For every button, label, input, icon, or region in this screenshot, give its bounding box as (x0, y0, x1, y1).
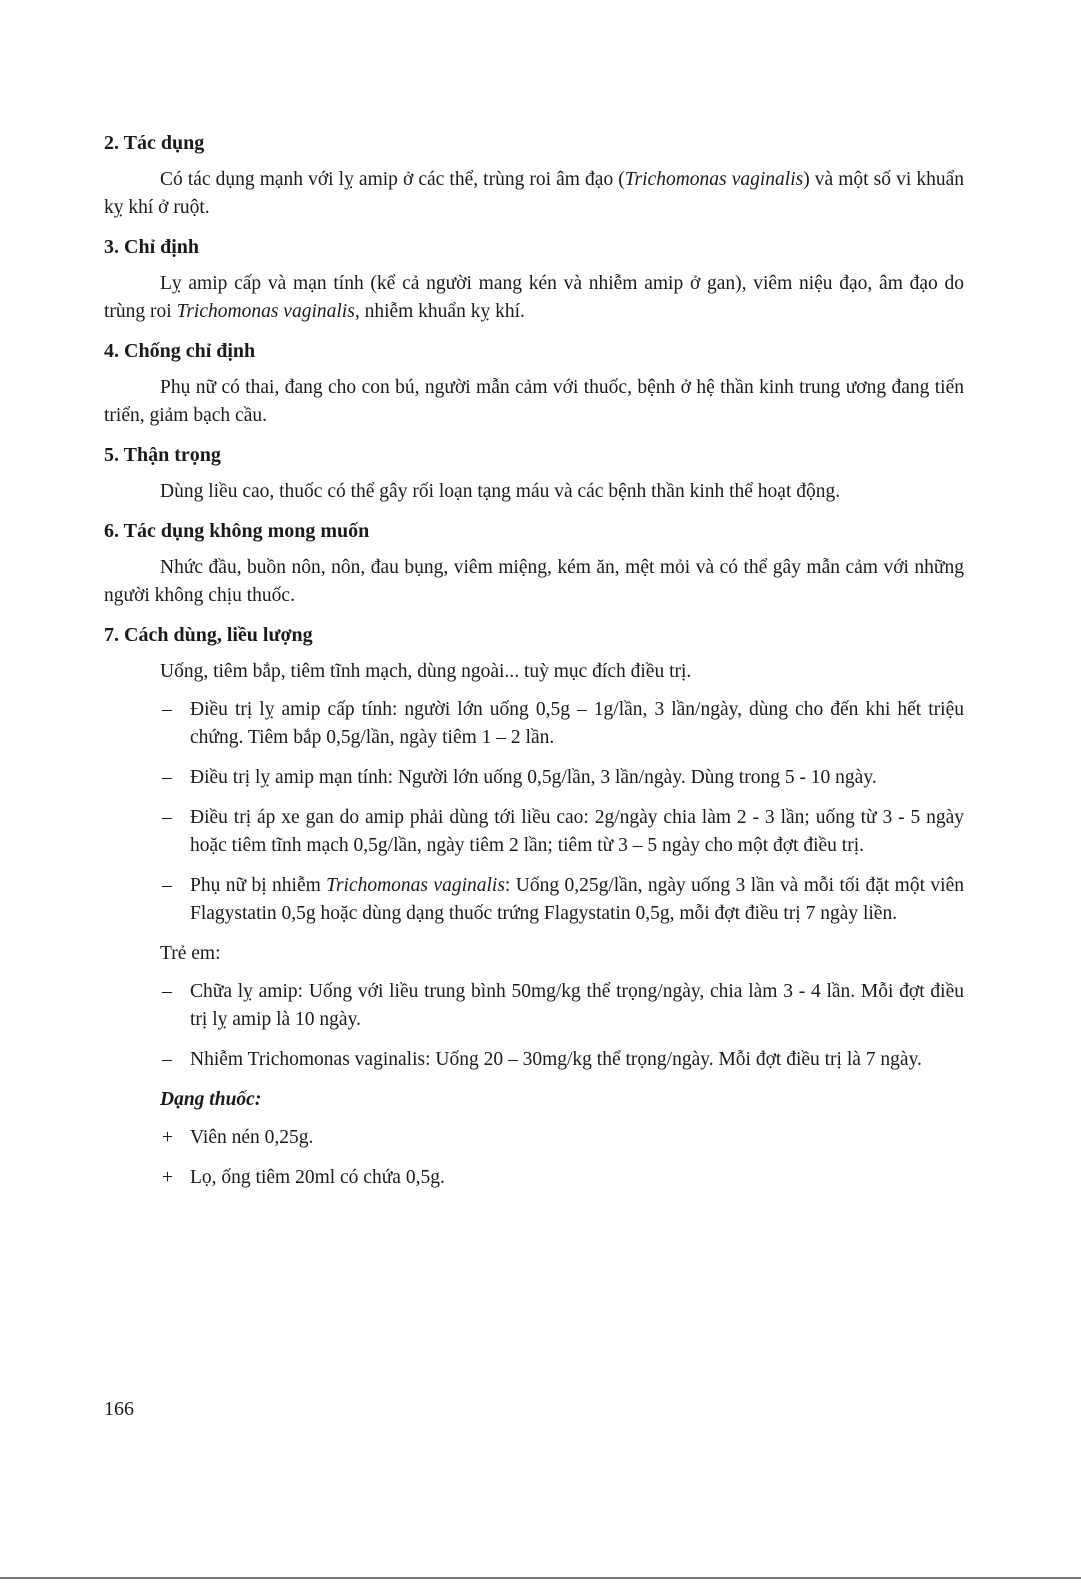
list-item (104, 764, 964, 792)
paragraph-than-trong: Dùng liều cao, thuốc có thể gây rối loạn tạng máu và các bệnh thần kinh thể hoạt động. (160, 481, 841, 502)
text-run: Có tác dụng mạnh với lỵ amip ở các thể, trùng roi âm đạo ( (160, 169, 625, 190)
document-page (104, 128, 964, 1204)
list-item (104, 804, 964, 860)
list-item-text: Điều trị lỵ amip mạn tính: Người lớn uống 0,5g/lần, 3 lần/ngày. Dùng trong 5 - 10 ngày. (190, 767, 877, 788)
dosage-forms-heading: Dạng thuốc: (160, 1089, 262, 1110)
paragraph-chi-dinh (104, 270, 964, 326)
plus-marker: + (162, 1167, 173, 1188)
bottom-edge-rule (0, 1577, 1081, 1579)
children-label: Trẻ em: (160, 943, 221, 964)
italic-term: Trichomonas vaginalis (624, 169, 804, 190)
list-item (104, 696, 964, 752)
list-item-text: Điều trị áp xe gan do amip phải dùng tới liều cao: 2g/ngày chia làm 2 - 3 lần; uống từ 3 - 5 ngày hoặc tiêm tĩnh mạch 0,5g/lần, ngày tiêm 2 lần; tiêm từ 3 – 5 ngày cho một đợt điều trị. (190, 807, 964, 856)
section-heading-chi-dinh: 3. Chỉ định (104, 236, 200, 258)
list-item-text: Điều trị lỵ amip cấp tính: người lớn uống 0,5g – 1g/lần, 3 lần/ngày, dùng cho đến khi hết triệu chứng. Tiêm bắp 0,5g/lần, ngày tiêm 1 – 2 lần. (190, 699, 964, 748)
paragraph-cach-dung-intro: Uống, tiêm bắp, tiêm tĩnh mạch, dùng ngoài... tuỳ mục đích điều trị. (160, 661, 692, 682)
paragraph-tac-dung-khong-mong-muon: Nhức đầu, buồn nôn, nôn, đau bụng, viêm miệng, kém ăn, mệt mỏi và có thể gây mẫn cảm với những người không chịu thuốc. (104, 557, 964, 606)
section-heading-tac-dung-khong-mong-muon: 6. Tác dụng không mong muốn (104, 520, 370, 542)
text-run: Phụ nữ bị nhiễm (190, 875, 327, 896)
section-heading-chong-chi-dinh: 4. Chống chỉ định (104, 340, 256, 362)
text-run: ) và một số vi khuẩn kỵ khí ở ruột. (104, 169, 964, 218)
text-run: : Uống 0,25g/lần, ngày uống 3 lần và mỗi tối đặt một viên Flagystatin 0,5g hoặc dùng dạng thuốc trứng Flagystatin 0,5g, mỗi đợt điều trị 7 ngày liền. (190, 875, 964, 924)
italic-term: Trichomonas vaginalis (176, 301, 355, 322)
list-item-text: Viên nén 0,25g. (190, 1127, 314, 1148)
dash-marker: – (162, 767, 172, 788)
list-item (104, 872, 964, 928)
dash-marker: – (162, 699, 172, 720)
list-item (104, 1046, 964, 1074)
paragraph-chong-chi-dinh: Phụ nữ có thai, đang cho con bú, người mẫn cảm với thuốc, bệnh ở hệ thần kinh trung ương đang tiến triển, giảm bạch cầu. (104, 377, 964, 426)
dash-marker: – (162, 1049, 172, 1070)
list-item (104, 1124, 964, 1152)
paragraph-tac-dung (104, 166, 964, 222)
children-dosage-list (104, 978, 964, 1074)
list-item-text: Nhiễm Trichomonas vaginalis: Uống 20 – 30mg/kg thể trọng/ngày. Mỗi đợt điều trị là 7 ngày. (190, 1049, 922, 1070)
section-heading-than-trong: 5. Thận trọng (104, 444, 221, 466)
adult-dosage-list (104, 696, 964, 928)
list-item (104, 978, 964, 1034)
section-heading-cach-dung: 7. Cách dùng, liều lượng (104, 624, 313, 646)
dash-marker: – (162, 807, 172, 828)
dash-marker: – (162, 875, 172, 896)
list-item (104, 1164, 964, 1192)
dash-marker: – (162, 981, 172, 1002)
list-item-text: Chữa lỵ amip: Uống với liều trung bình 50mg/kg thể trọng/ngày, chia làm 3 - 4 lần. Mỗi đợt điều trị lỵ amip là 10 ngày. (190, 981, 964, 1030)
list-item-text: Lọ, ống tiêm 20ml có chứa 0,5g. (190, 1167, 445, 1188)
text-run: , nhiễm khuẩn kỵ khí. (354, 301, 525, 322)
dosage-forms-list (104, 1124, 964, 1192)
section-heading-tac-dung: 2. Tác dụng (104, 132, 205, 154)
italic-term: Trichomonas vaginalis (326, 875, 505, 896)
text-run: Lỵ amip cấp và mạn tính (kể cả người mang kén và nhiễm amip ở gan), viêm niệu đạo, âm đạo do trùng roi (104, 273, 964, 322)
page-number: 166 (104, 1398, 134, 1420)
plus-marker: + (162, 1127, 173, 1148)
